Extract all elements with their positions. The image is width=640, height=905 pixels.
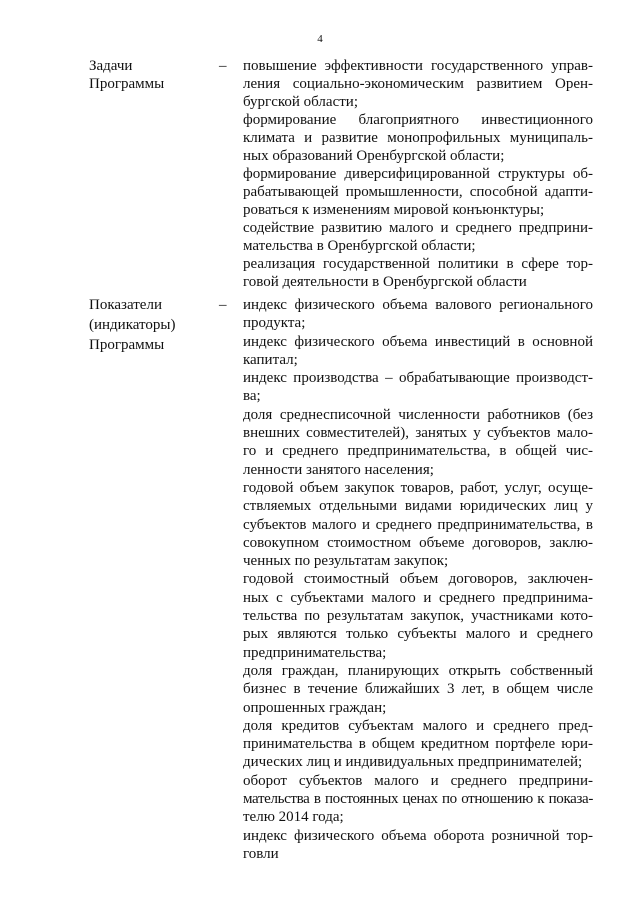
text-line: опрошенных граждан;: [243, 699, 387, 716]
text-line: ленности занятого населения;: [243, 461, 434, 478]
section-body: [243, 57, 593, 291]
text-line: формирование благоприятного инвестиционного: [243, 112, 593, 128]
text-line: внешних совместителей), занятых у субъектов мало-: [243, 425, 593, 442]
text-line: индекс физического объема валового регионального: [243, 297, 593, 313]
section-body: [243, 296, 593, 863]
text-line: повышение эффективности государственного управ-: [243, 58, 593, 74]
text-line: роваться к изменениям мировой конъюнктуры;: [243, 202, 545, 218]
text-line: доля кредитов субъектам малого и среднего пред-: [243, 717, 593, 734]
text-line: субъектов малого и среднего предпринимательства, в: [243, 516, 593, 533]
section-dash: –: [219, 297, 227, 313]
text-line: формирование диверсифицированной структуры об-: [243, 166, 593, 182]
text-line: ления социально-экономическим развитием Орен-: [243, 76, 593, 92]
text-line: доля граждан, планирующих открыть собственный: [243, 662, 593, 679]
text-line: тельства по результатам закупок, участниками кото-: [243, 608, 593, 625]
list-item: [243, 369, 593, 406]
text-line: го и среднего предпринимательства, в общей чис-: [243, 443, 593, 460]
list-item: [243, 165, 593, 219]
list-item: [243, 406, 593, 479]
list-item: [243, 57, 593, 111]
list-item: [243, 662, 593, 717]
section-label: [89, 57, 214, 93]
text-line: совокупном стоимостном объеме договоров, заклю-: [243, 534, 593, 551]
section-label-line: Программы: [89, 337, 165, 353]
list-item: [243, 772, 593, 827]
text-line: реализация государственной политики в сфере тор-: [243, 256, 593, 272]
list-item: [243, 333, 593, 370]
text-line: предпринимательства;: [243, 644, 387, 661]
text-line: бизнес в течение ближайших 3 лет, в общем числе: [243, 681, 593, 698]
list-item: [243, 296, 593, 333]
text-line: климата и развитие монопрофильных муниципаль-: [243, 130, 593, 146]
text-line: доля среднесписочной численности работников (без: [243, 406, 593, 423]
list-item: [243, 827, 593, 864]
section-dash: –: [219, 58, 227, 74]
list-item: [243, 570, 593, 661]
text-line: индекс физического объема инвестиций в основной: [243, 333, 593, 350]
text-line: годовой стоимостный объем договоров, заключен-: [243, 571, 593, 588]
text-line: содействие развитию малого и среднего предприни-: [243, 220, 593, 236]
text-line: индекс производства – обрабатывающие производст-: [243, 370, 593, 387]
text-line: продукта;: [243, 315, 306, 332]
text-line: мательства в Оренбургской области;: [243, 238, 476, 254]
section-label-line: Программы: [89, 76, 165, 92]
list-item: [243, 111, 593, 165]
text-line: телю 2014 года;: [243, 809, 344, 826]
section-label-line: Показатели: [89, 297, 162, 313]
text-line: говли: [243, 845, 279, 862]
text-line: принимательства в общем кредитном портфеле юри-: [243, 736, 593, 753]
section-label-line: (индикаторы): [89, 317, 176, 333]
text-line: ных образований Оренбургской области;: [243, 148, 505, 164]
list-item: [243, 717, 593, 772]
text-line: ва;: [243, 388, 261, 405]
text-line: рых являются только субъекты малого и среднего: [243, 626, 593, 643]
text-line: бургской области;: [243, 94, 358, 110]
text-line: ных с субъектами малого и среднего предпринима-: [243, 589, 593, 606]
section-label-line: Задачи: [89, 58, 133, 74]
list-item: [243, 219, 593, 255]
text-line: рабатывающей промышленности, способной адапти-: [243, 184, 593, 200]
text-line: дических лиц и индивидуальных предпринимателей;: [243, 754, 583, 771]
text-line: ствляемых отдельными видами юридических лиц у: [243, 498, 593, 515]
text-line: оборот субъектов малого и среднего предприни-: [243, 772, 593, 789]
section-label: [89, 296, 214, 354]
list-item: [243, 255, 593, 291]
list-item: [243, 479, 593, 570]
text-line: ченных по результатам закупок;: [243, 553, 449, 570]
text-line: годовой объем закупок товаров, работ, услуг, осуще-: [243, 479, 593, 496]
text-line: говой деятельности в Оренбургской области: [243, 274, 527, 290]
text-line: индекс физического объема оборота розничной тор-: [243, 827, 593, 844]
text-line: капитал;: [243, 351, 298, 368]
page-number: 4: [317, 33, 323, 45]
text-line: мательства в постоянных ценах по отношению к показа-: [243, 791, 593, 808]
